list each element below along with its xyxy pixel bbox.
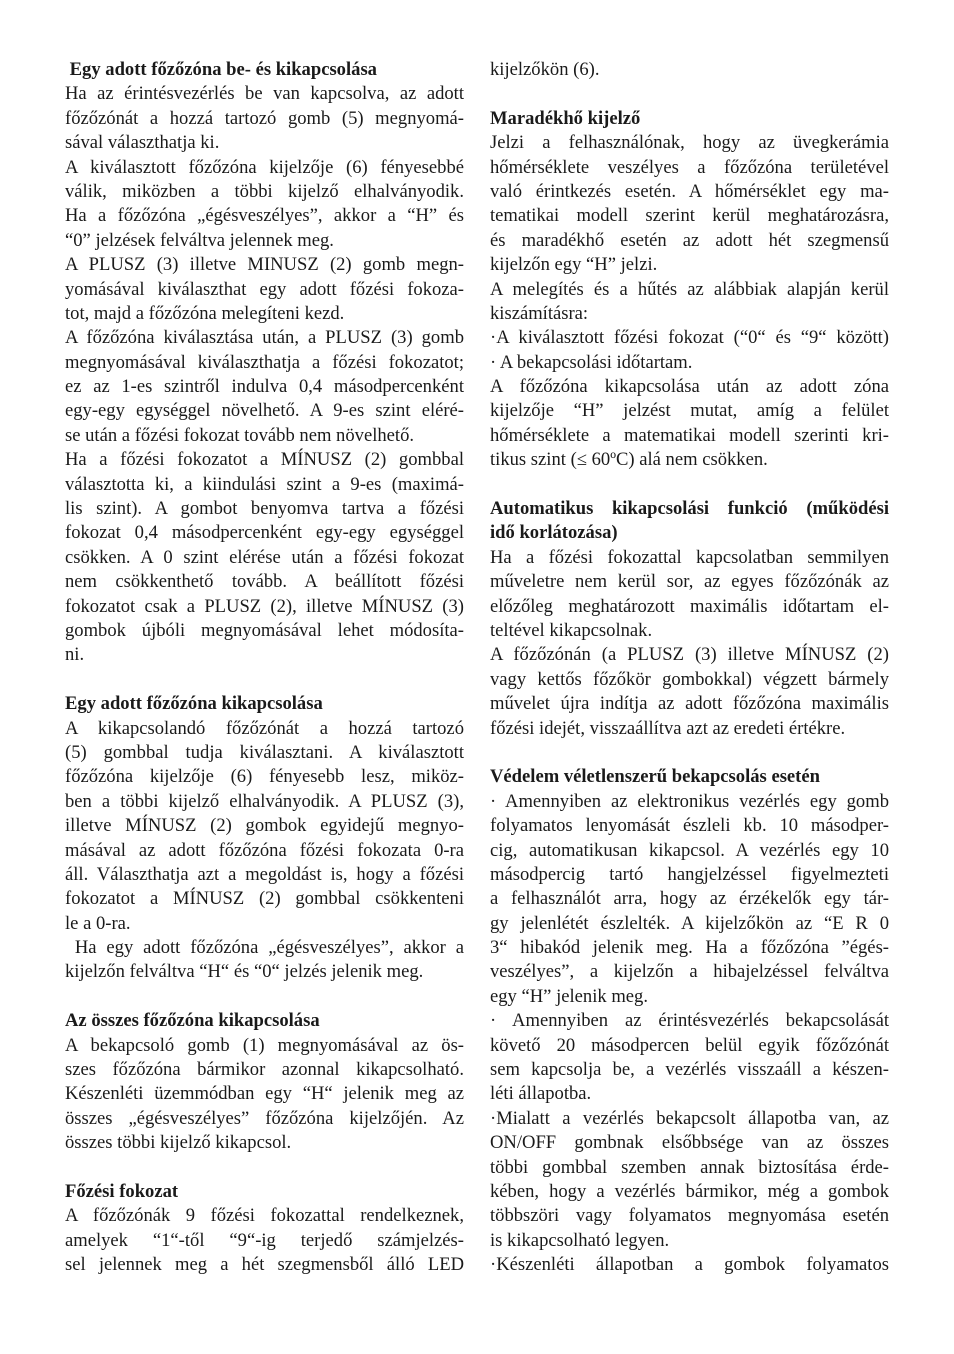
text-line: kijelzője “H” jelzést mutat, amíg a felület	[490, 400, 889, 422]
text-line: amelyek “1“-től “9“-ig terjedő számjelzés-	[65, 1229, 464, 1251]
text-line: cig, automatikusan kikapcsol. A vezérlés egy 10	[490, 839, 889, 861]
text-line: ben a többi kijelző elhalványodik. A PLUSZ (3),	[65, 790, 464, 812]
text-line: többszöri vagy folyamatos megnyomása esetén	[490, 1205, 889, 1227]
text-line: és maradékhő esetén az adott hét szegmensű	[490, 229, 889, 251]
text-line: tematikai modell szerint kerül meghatározásra,	[490, 205, 889, 227]
text-line: ON/OFF gombnak elsőbbsége van az összes	[490, 1132, 889, 1154]
text-line: kijelzőkön (6).	[490, 59, 600, 80]
section-heading-accidental-protection: Védelem véletlenszerű bekapcsolás esetén	[490, 766, 820, 788]
text-line: ·A kiválasztott főzési fokozat (“0“ és “9“ között)	[490, 327, 889, 349]
text-line: “0” jelzések felváltva jelennek meg.	[65, 229, 334, 251]
text-line: Ha a főzési fokozattal kapcsolatban semmilyen	[490, 546, 889, 568]
section-heading-residual-heat: Maradékhő kijelző	[490, 107, 641, 129]
section-heading-cooking-level: Főzési fokozat	[65, 1180, 179, 1202]
text-line: egy-egy egységgel növelhető. A 9-es szint eléré-	[65, 400, 464, 422]
text-line: ni.	[65, 644, 85, 666]
text-line: gy jelenlétét észlelték. A kijelzőkön az “E R 0	[490, 912, 889, 934]
text-line: fokozat 0,4 másodpercenként egy-egy egységgel	[65, 522, 464, 544]
text-line: A főzőzónán (a PLUSZ (3) illetve MÍNUSZ (2)	[490, 644, 889, 666]
section-heading-all-zones-off: Az összes főzőzóna kikapcsolása	[65, 1010, 320, 1032]
text-line: le a 0-ra.	[65, 912, 131, 934]
text-line: Ha a főzési fokozatot a MÍNUSZ (2) gombbal	[65, 449, 464, 471]
text-line: tot, majd a főzőzóna melegíteni kezd.	[65, 302, 345, 324]
text-line: A melegítés és a hűtés az alábbiak alapján kerül	[490, 278, 889, 300]
text-line: yomásával kiválaszthat egy adott főzési fokoza-	[65, 278, 464, 300]
text-line: Jelzi a felhasználónak, hogy az üvegkerámia	[490, 132, 889, 154]
text-line: vagy kettős főzőkör gombokkal) végzett bármely	[490, 668, 889, 690]
paragraph-gap	[65, 668, 464, 692]
text-line: illetve MÍNUSZ (2) gombok egyidejű megnyo-	[65, 815, 464, 837]
text-line: főzőzónát a hozzá tartozó gomb (5) megnyomá-	[65, 107, 464, 129]
text-line: művelet újra indítja az adott főzőzóna maximális	[490, 693, 889, 715]
text-line: előzőleg meghatározott maximális időtartam el-	[490, 595, 889, 617]
text-line: csökken. A 0 szint elérése után a főzési fokozat	[65, 546, 464, 568]
text-line: · A bekapcsolási időtartam.	[490, 351, 693, 373]
text-line: főzési idejét, visszaállítva azt az eredeti értékre.	[490, 717, 846, 739]
section-heading-zone-on-off: Egy adott főzőzóna be- és kikapcsolása	[65, 59, 377, 80]
text-line: Készenléti üzemmódban egy “H“ jelenik meg az	[65, 1083, 464, 1105]
text-line: hőmérséklete veszélyes a főzőzóna területével	[490, 156, 889, 178]
text-line: egy “H” jelenik meg.	[490, 985, 648, 1007]
text-line: A főzőzóna kikapcsolása után az adott zóna	[490, 376, 889, 398]
right-column	[490, 58, 889, 1278]
text-line: lis szint). A gombot benyomva tartva a főzési	[65, 498, 464, 520]
text-line: összes többi kijelző kikapcsol.	[65, 1132, 292, 1154]
text-line: teltével kikapcsolnak.	[490, 619, 653, 641]
text-line: ·Mialatt a vezérlés bekapcsolt állapotba van, az	[490, 1107, 889, 1129]
text-line: sával választhatja ki.	[65, 132, 220, 154]
left-column	[65, 58, 464, 1278]
paragraph-gap	[490, 473, 889, 497]
text-line: léti állapotba.	[490, 1083, 592, 1105]
text-line: (5) gombbal tudja kiválasztani. A kiválasztott	[65, 741, 464, 763]
text-line: főzőzóna kijelzője (6) fényesebb lesz, miköz-	[65, 766, 464, 788]
text-line: is kikapcsolható legyen.	[490, 1229, 670, 1251]
text-line: Ha az érintésvezérlés be van kapcsolva, az adott	[65, 83, 464, 105]
section-heading-auto-off: Automatikus kikapcsolási funkció (működési	[490, 498, 889, 520]
text-line: megnyomásával kiválaszthatja a főzési fokozatot;	[65, 351, 464, 373]
text-line: kiszámításra:	[490, 302, 589, 324]
text-line: · Amennyiben az elektronikus vezérlés egy gomb	[490, 790, 889, 812]
text-line: kijelzőn felváltva “H“ és “0“ jelzés jelenik meg.	[65, 961, 424, 983]
text-line: sel jelennek meg a hét szegmensből álló LED	[65, 1254, 464, 1276]
text-line: fokozatot a MÍNUSZ (2) gombbal csökkenteni	[65, 888, 464, 910]
text-line: ·Készenléti állapotban a gombok folyamatos	[490, 1254, 889, 1276]
text-line: 3“ hibakód jelenik meg. Ha a főzőzóna ”égés-	[490, 937, 889, 959]
text-line: hőmérséklete a matematikai modell szerinti kri-	[490, 424, 889, 446]
text-line: való érintkezés esetén. A hőmérséklet egy ma-	[490, 180, 889, 202]
text-line: · Amennyiben az érintésvezérlés bekapcsolását	[490, 1010, 889, 1032]
text-line: A kikapcsolandó főzőzónát a hozzá tartozó	[65, 717, 464, 739]
text-line: A főzőzónák 9 főzési fokozattal rendelkeznek,	[65, 1205, 464, 1227]
text-line: se után a főzési fokozat tovább nem növelhető.	[65, 424, 415, 446]
text-line: áll. Választhatja azt a megoldást is, hogy a főzési	[65, 863, 464, 885]
text-line: összes „égésveszélyes” főzőzóna kijelzőjén. Az	[65, 1107, 464, 1129]
text-line: ez az 1-es szintről indulva 0,4 másodpercenként	[65, 376, 464, 398]
text-line: A bekapcsoló gomb (1) megnyomásával az ös-	[65, 1034, 464, 1056]
text-line: kijelzőn egy “H” jelzi.	[490, 254, 658, 276]
paragraph-gap	[490, 741, 889, 765]
paragraph-gap	[65, 985, 464, 1009]
paragraph-gap	[65, 1156, 464, 1180]
paragraph-gap	[490, 82, 889, 106]
text-line: folyamatos lenyomását észleli kb. 10 másodper-	[490, 815, 889, 837]
section-heading-zone-off: Egy adott főzőzóna kikapcsolása	[65, 693, 323, 715]
text-line: fokozatot csak a PLUSZ (2), illetve MÍNUSZ (3)	[65, 595, 464, 617]
text-line: másával az adott főzőzóna főzési fokozata 0-ra	[65, 839, 464, 861]
text-line: A főzőzóna kiválasztása után, a PLUSZ (3) gomb	[65, 327, 464, 349]
text-line: választotta ki, a kiindulási szint a 9-es (maximá-	[65, 473, 464, 495]
text-line: veszélyes”, a kijelzőn a hibajelzéssel felváltva	[490, 961, 889, 983]
section-heading-auto-off-cont: idő korlátozása)	[490, 522, 618, 544]
text-line: másodpercig tartó hangjelzéssel figyelmezteti	[490, 863, 889, 885]
text-line: szes főzőzóna bármikor azonnal kikapcsolható.	[65, 1059, 464, 1081]
text-line: Ha a főzőzóna „égésveszélyes”, akkor a “H” és	[65, 205, 464, 227]
text-line: követő 20 másodpercen belül egyik főzőzónát	[490, 1034, 889, 1056]
text-line: műveletre nem kerül sor, az egyes főzőzónák az	[490, 571, 889, 593]
text-line: kében, hogy a vezérlés bármikor, még a gombok	[490, 1180, 889, 1202]
text-line: A kiválasztott főzőzóna kijelzője (6) fényesebbé	[65, 156, 464, 178]
text-line: válik, miközben a többi kijelző elhalványodik.	[65, 180, 464, 202]
text-line: A PLUSZ (3) illetve MINUSZ (2) gomb megn-	[65, 254, 464, 276]
text-line: nem csökkenthető tovább. A beállított főzési	[65, 571, 464, 593]
text-line: gombok újbóli megnyomásával lehet módosíta-	[65, 619, 464, 641]
text-line: sem kapcsolja be, a vezérlés visszaáll a készen-	[490, 1059, 889, 1081]
text-line: tikus szint (≤ 60ºC) alá nem csökken.	[490, 449, 768, 471]
text-line: Ha egy adott főzőzóna „égésveszélyes”, akkor a	[65, 937, 464, 959]
text-line: többi gombbal szemben annak biztosítása érde-	[490, 1156, 889, 1178]
text-line: a felhasználót arra, hogy az érzékelők egy tár-	[490, 888, 889, 910]
